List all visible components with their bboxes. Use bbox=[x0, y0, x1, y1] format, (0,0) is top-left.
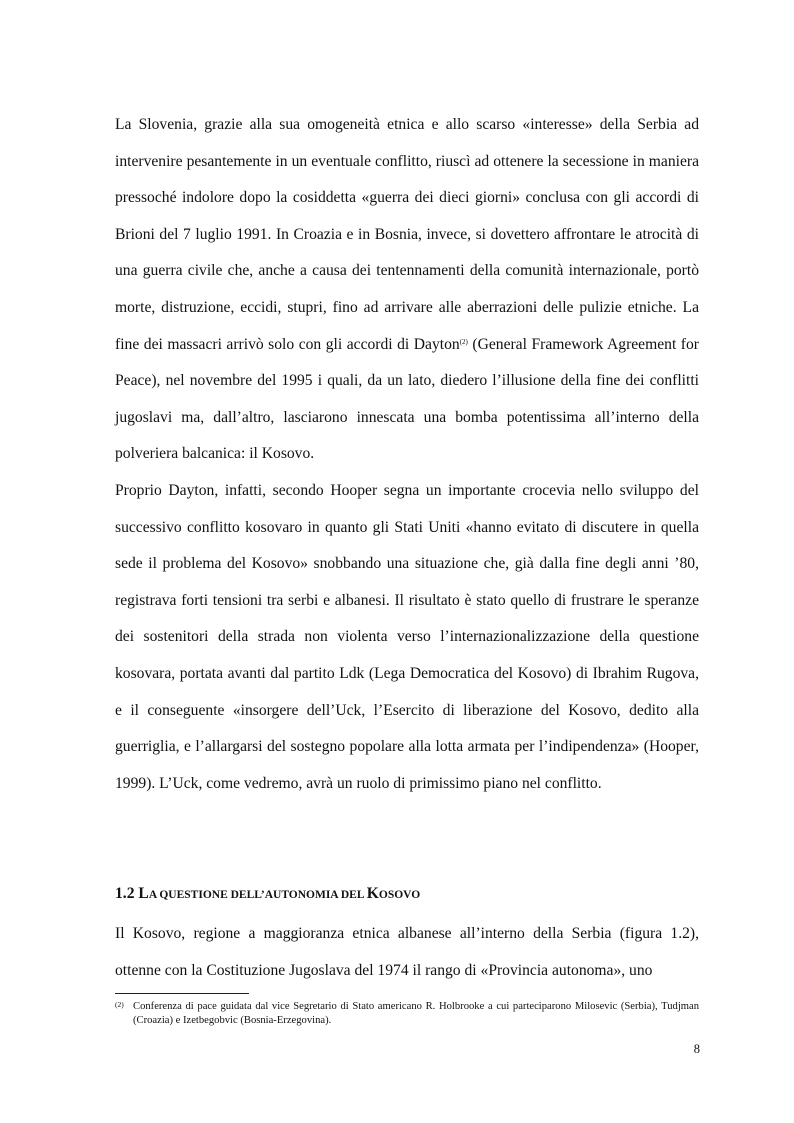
footnote-mark: (2) bbox=[115, 1000, 124, 1009]
section-heading bbox=[115, 884, 699, 905]
paragraph-1 bbox=[115, 107, 699, 473]
paragraph-1-text-rest: (General Framework Agreement for Peace), nel novembre del 1995 i quali, da un lato, diedero l’illusione della fine dei conflitti jugoslavi ma, dall’altro, lasciarono innescata una bomba potentissima all’interno della polveriera balcanica: il Kosovo. bbox=[115, 335, 699, 463]
paragraph-3: Il Kosovo, regione a maggioranza etnica albanese all’interno della Serbia (figura 1.2), ottenne con la Costituzione Jugoslava del 1974 il rango di «Provincia autonoma», uno bbox=[115, 925, 699, 979]
heading-cap-1: L bbox=[138, 885, 149, 902]
page-number: 8 bbox=[693, 1042, 700, 1056]
footnote-separator bbox=[115, 993, 249, 994]
section-number: 1.2 bbox=[115, 885, 135, 902]
paragraph-2: Proprio Dayton, infatti, secondo Hooper segna un importante crocevia nello sviluppo del successivo conflitto kosovaro in quanto gli Stati Uniti «hanno evitato di discutere in quella sede il problema del Kosovo» snobbando una situazione che, già dalla fine degli anni ’80, registrava forti tensioni tra serbi e albanesi. Il risultato è stato quello di frustrare le speranze dei sostenitori della strada non violenta verso l’internazionalizzazione della questione kosovara, portata avanti dal partito Ldk (Lega Democratica del Kosovo) di Ibrahim Rugova, e il conseguente «insorgere dell’Uck, l’Esercito di liberazione del Kosovo, dedito alla guerriglia, e l’allargarsi del sostegno popolare alla lotta armata per l’indipendenza» (Hooper, 1999). L’Uck, come vedremo, avrà un ruolo di primissimo piano nel conflitto. bbox=[115, 481, 699, 792]
heading-cap-2: K bbox=[366, 885, 379, 902]
heading-smallcaps-2: OSOVO bbox=[378, 889, 421, 901]
heading-smallcaps-1: A QUESTIONE DELL’AUTONOMIA DEL bbox=[148, 889, 367, 901]
footnote bbox=[115, 1000, 699, 1028]
paragraph-1-text: La Slovenia, grazie alla sua omogeneità etnica e allo scarso «interesse» della Serbia ad intervenire pesantemente in un eventuale conflitto, riuscì ad ottenere la secessione in maniera pressoché indolore dopo la cosiddetta «guerra dei dieci giorni» conclusa con gli accordi di Brioni del 7 luglio 1991. In Croazia e in Bosnia, invece, si dovettero affrontare le atrocità di una guerra civile che, anche a causa dei tentennamenti della comunità internazionale, portò morte, distruzione, eccidi, stupri, fino ad arrivare alle aberrazioni delle pulizie etniche. La fine dei massacri arrivò solo con gli accordi di Dayton bbox=[115, 116, 699, 353]
main-text-block bbox=[115, 107, 699, 802]
footnote-reference: (2) bbox=[459, 337, 468, 346]
footnote-text: Conferenza di pace guidata dal vice Segretario di Stato americano R. Holbrooke a cui parteciparono Milosevic (Serbia), Tudjman (Croazia) e Izetbegobvic (Bosnia-Erzegovina). bbox=[133, 1001, 699, 1026]
